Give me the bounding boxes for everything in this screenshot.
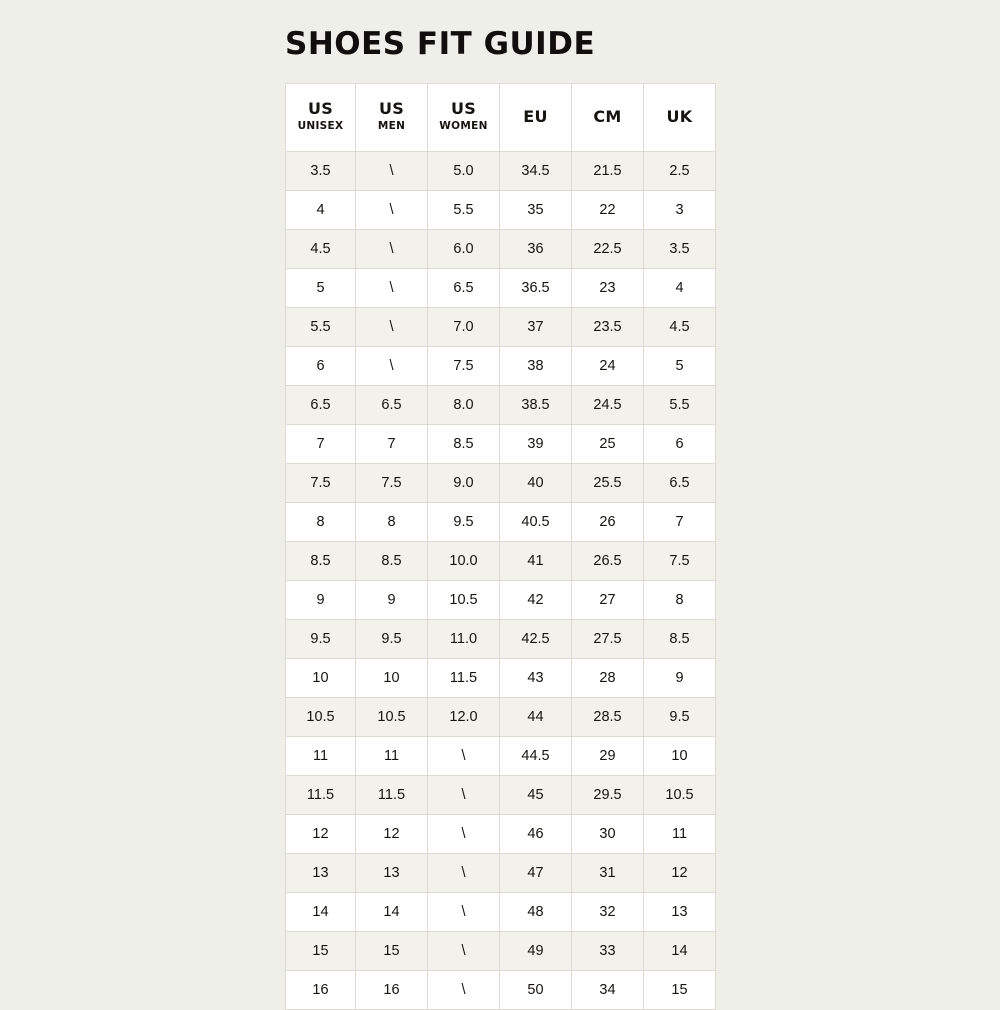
table-row [286,815,716,854]
table-cell: 48 [500,893,572,932]
table-row [286,386,716,425]
table-cell: 8.5 [644,620,716,659]
table-cell: 44 [500,698,572,737]
table-cell: 25 [572,425,644,464]
table-cell: 7.5 [428,347,500,386]
table-cell: 28 [572,659,644,698]
column-header-main: US [307,99,334,118]
table-cell: 15 [286,932,356,971]
table-cell: 9.5 [428,503,500,542]
table-row [286,503,716,542]
column-header-main: EU [523,107,548,126]
column-header-main: UK [666,107,693,126]
table-cell: 38.5 [500,386,572,425]
table-cell: 22.5 [572,230,644,269]
column-header-us-women [428,84,500,152]
table-cell: 2.5 [644,152,716,191]
table-row [286,152,716,191]
table-cell: \ [356,152,428,191]
table-cell: 13 [644,893,716,932]
table-cell: 11.5 [286,776,356,815]
table-cell: 6.5 [356,386,428,425]
table-cell: \ [356,269,428,308]
size-table-container [285,83,715,1010]
table-cell: 43 [500,659,572,698]
column-header-us-men [356,84,428,152]
table-cell: 34 [572,971,644,1010]
table-cell: 8 [356,503,428,542]
table-cell: 3 [644,191,716,230]
table-cell: 8 [644,581,716,620]
table-row [286,269,716,308]
table-row [286,971,716,1010]
table-cell: 33 [572,932,644,971]
table-row [286,698,716,737]
table-cell: 50 [500,971,572,1010]
table-cell: \ [428,971,500,1010]
table-cell: \ [428,932,500,971]
table-cell: 27 [572,581,644,620]
table-cell: 6.5 [428,269,500,308]
table-cell: 47 [500,854,572,893]
column-header-main: US [450,99,477,118]
column-header-sub: MEN [377,120,406,132]
table-cell: \ [356,230,428,269]
table-row [286,854,716,893]
table-cell: 10.5 [356,698,428,737]
table-cell: 5.0 [428,152,500,191]
table-cell: 7.5 [356,464,428,503]
table-cell: 6.0 [428,230,500,269]
table-cell: 10.5 [428,581,500,620]
table-cell: 12 [286,815,356,854]
table-header [286,84,716,152]
table-cell: 6.5 [644,464,716,503]
table-cell: \ [356,308,428,347]
column-header-us-unisex [286,84,356,152]
table-cell: 40 [500,464,572,503]
table-cell: 42 [500,581,572,620]
table-cell: 4.5 [644,308,716,347]
table-cell: 40.5 [500,503,572,542]
table-cell: 3.5 [644,230,716,269]
table-cell: 11 [644,815,716,854]
table-cell: \ [356,347,428,386]
table-cell: 36 [500,230,572,269]
column-header-eu [500,84,572,152]
table-cell: 9 [356,581,428,620]
table-cell: 14 [644,932,716,971]
table-cell: \ [428,854,500,893]
table-body [286,152,716,1010]
table-cell: 6.5 [286,386,356,425]
table-cell: 10 [356,659,428,698]
table-row [286,542,716,581]
table-cell: 38 [500,347,572,386]
table-cell: \ [356,191,428,230]
table-cell: 10.5 [286,698,356,737]
table-cell: 36.5 [500,269,572,308]
table-cell: 4 [644,269,716,308]
table-cell: 10 [644,737,716,776]
table-row [286,347,716,386]
table-cell: 8.0 [428,386,500,425]
table-cell: 11.5 [356,776,428,815]
table-cell: 7 [356,425,428,464]
table-cell: 6 [644,425,716,464]
table-cell: 15 [356,932,428,971]
column-header-main: US [378,99,405,118]
table-cell: 13 [286,854,356,893]
table-cell: 7.5 [644,542,716,581]
column-header-cm [572,84,644,152]
column-header-sub: WOMEN [439,120,488,132]
table-row [286,737,716,776]
table-cell: 9 [286,581,356,620]
table-cell: 7 [644,503,716,542]
table-cell: 23 [572,269,644,308]
table-cell: 9.5 [356,620,428,659]
table-cell: 5.5 [286,308,356,347]
table-cell: 32 [572,893,644,932]
table-cell: 44.5 [500,737,572,776]
table-cell: 8.5 [286,542,356,581]
table-cell: 6 [286,347,356,386]
table-cell: 39 [500,425,572,464]
table-row [286,464,716,503]
table-cell: \ [428,815,500,854]
table-cell: 11 [356,737,428,776]
table-cell: \ [428,737,500,776]
table-cell: 29.5 [572,776,644,815]
table-cell: 27.5 [572,620,644,659]
table-cell: 5.5 [644,386,716,425]
table-cell: 12 [644,854,716,893]
table-cell: 42.5 [500,620,572,659]
table-cell: 11.5 [428,659,500,698]
table-cell: 7.5 [286,464,356,503]
table-cell: 24 [572,347,644,386]
table-cell: 7.0 [428,308,500,347]
table-cell: 34.5 [500,152,572,191]
table-cell: 9.5 [286,620,356,659]
table-cell: \ [428,893,500,932]
table-cell: 14 [286,893,356,932]
table-cell: 7 [286,425,356,464]
table-cell: 21.5 [572,152,644,191]
table-cell: 26 [572,503,644,542]
table-row [286,620,716,659]
table-cell: 31 [572,854,644,893]
table-cell: 10.5 [644,776,716,815]
table-cell: 11.0 [428,620,500,659]
table-cell: 24.5 [572,386,644,425]
table-row [286,191,716,230]
table-header-row [286,84,716,152]
table-cell: \ [428,776,500,815]
table-cell: 35 [500,191,572,230]
table-row [286,581,716,620]
table-cell: 46 [500,815,572,854]
table-row [286,893,716,932]
table-cell: 5 [644,347,716,386]
table-cell: 11 [286,737,356,776]
table-row [286,308,716,347]
table-row [286,659,716,698]
table-cell: 8.5 [356,542,428,581]
table-row [286,230,716,269]
table-cell: 12.0 [428,698,500,737]
table-row [286,425,716,464]
table-cell: 8 [286,503,356,542]
table-cell: 41 [500,542,572,581]
table-cell: 28.5 [572,698,644,737]
table-cell: 16 [356,971,428,1010]
table-cell: 9 [644,659,716,698]
table-cell: 5 [286,269,356,308]
table-cell: 8.5 [428,425,500,464]
table-cell: 3.5 [286,152,356,191]
table-row [286,932,716,971]
table-cell: 37 [500,308,572,347]
table-cell: 15 [644,971,716,1010]
table-cell: 26.5 [572,542,644,581]
table-cell: 4.5 [286,230,356,269]
table-cell: 16 [286,971,356,1010]
table-cell: 5.5 [428,191,500,230]
table-cell: 9.5 [644,698,716,737]
column-header-sub: UNISEX [297,120,344,132]
column-header-main: CM [593,107,622,126]
table-cell: 30 [572,815,644,854]
column-header-uk [644,84,716,152]
table-cell: 12 [356,815,428,854]
table-cell: 49 [500,932,572,971]
table-cell: 22 [572,191,644,230]
table-cell: 25.5 [572,464,644,503]
table-row [286,776,716,815]
table-cell: 13 [356,854,428,893]
table-cell: 14 [356,893,428,932]
table-cell: 23.5 [572,308,644,347]
table-cell: 10 [286,659,356,698]
table-cell: 4 [286,191,356,230]
table-cell: 10.0 [428,542,500,581]
table-cell: 45 [500,776,572,815]
table-cell: 29 [572,737,644,776]
page-title: SHOES FIT GUIDE [285,26,596,62]
table-cell: 9.0 [428,464,500,503]
shoe-size-table [285,83,716,1010]
